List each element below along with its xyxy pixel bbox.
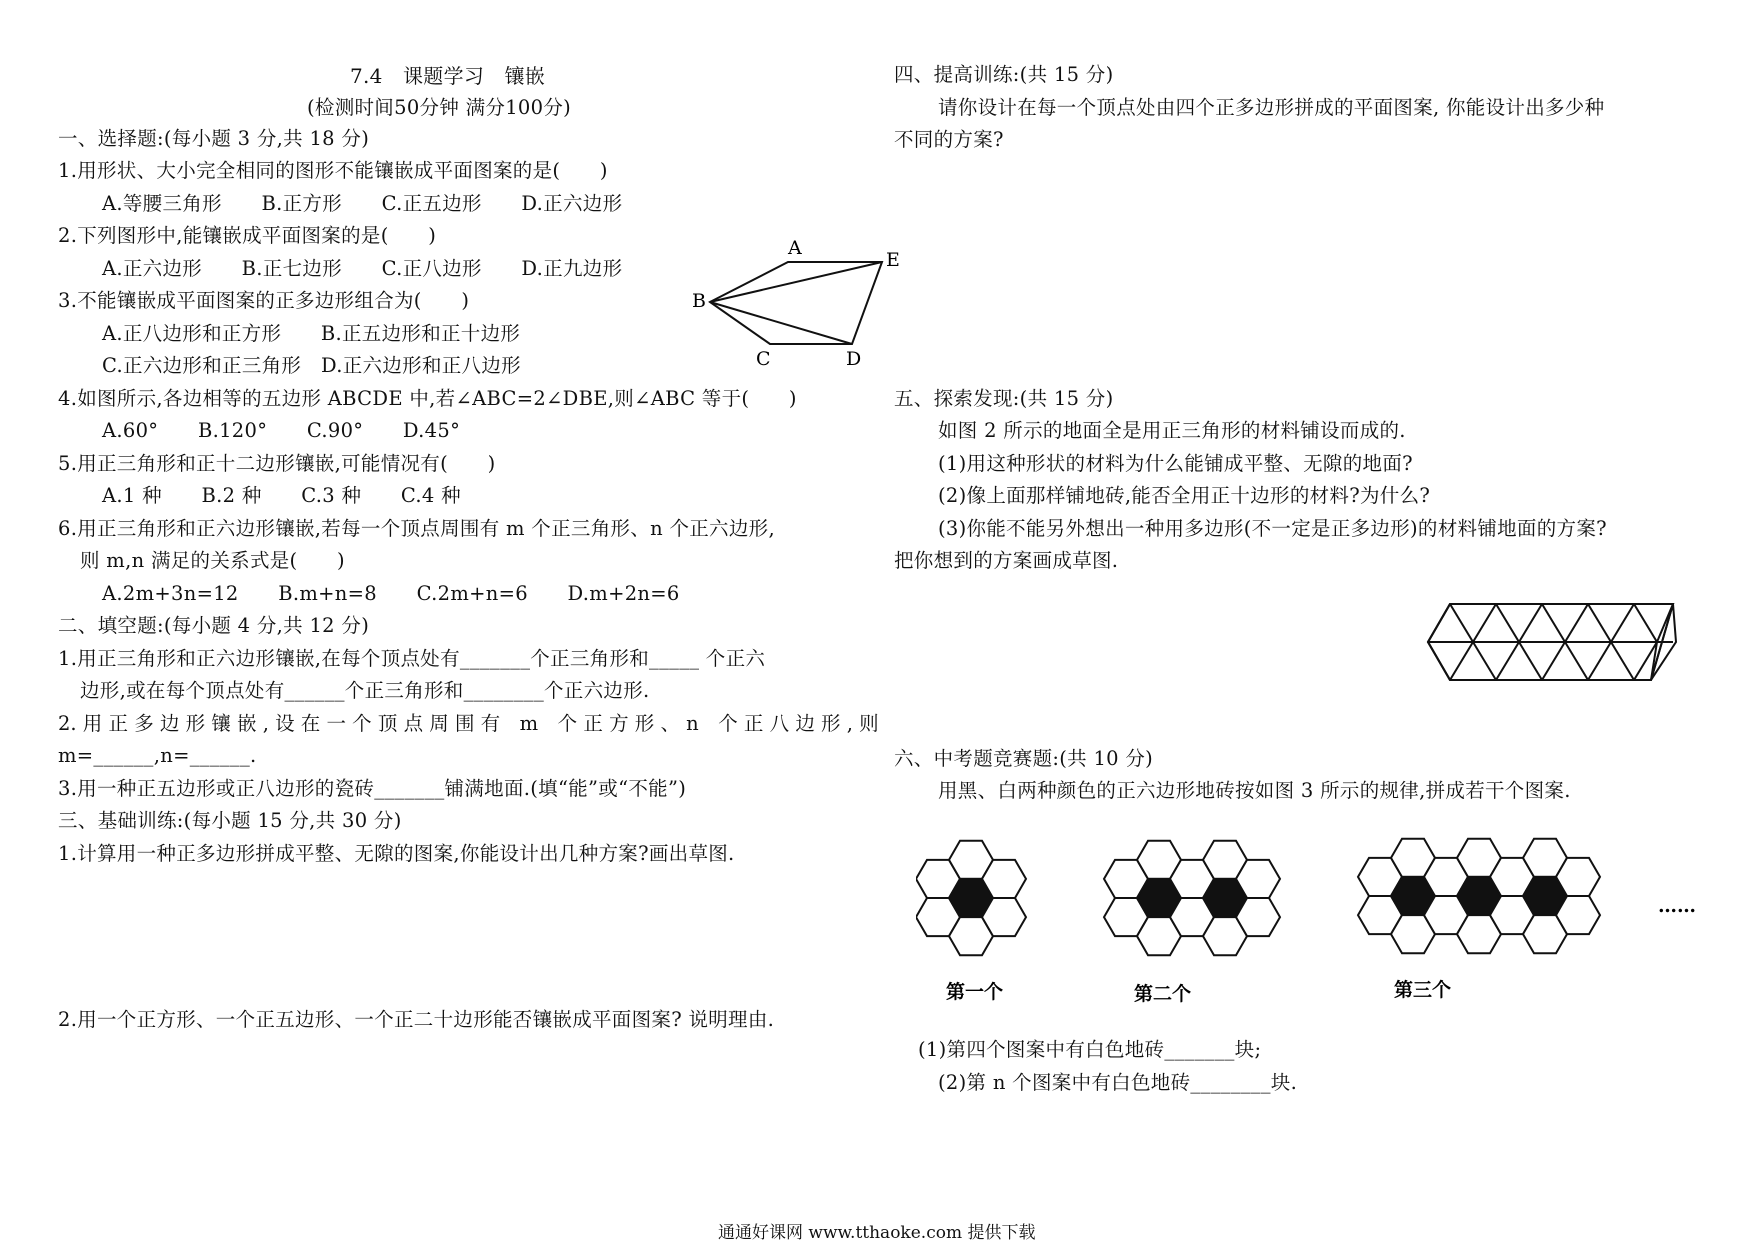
section-heading-3: 三、基础训练:(每小题 15 分,共 30 分) — [58, 809, 402, 832]
question-text: 则 m,n 满足的关系式是( ) — [80, 549, 345, 572]
ellipsis-text: …… — [1658, 895, 1696, 917]
question-text: 3.用一种正五边形或正八边形的瓷砖_______铺满地面.(填“能”或“不能”) — [58, 777, 687, 800]
question-text: 6.用正三角形和正六边形镶嵌,若每一个顶点周围有 m 个正三角形、n 个正六边形, — [58, 517, 775, 540]
question-text: 5.用正三角形和正十二边形镶嵌,可能情况有( ) — [58, 452, 496, 475]
question-text: (3)你能不能另外想出一种用多边形(不一定是正多边形)的材料铺地面的方案? — [938, 517, 1607, 540]
page-subtitle: (检测时间50分钟 满分100分) — [307, 96, 572, 119]
vertex-label-c: C — [756, 348, 771, 370]
question-text: (2)第 n 个图案中有白色地砖________块. — [938, 1071, 1298, 1094]
question-text: 如图 2 所示的地面全是用正三角形的材料铺设而成的. — [938, 419, 1406, 442]
option-text: A.等腰三角形 B.正方形 C.正五边形 D.正六边形 — [102, 192, 623, 215]
question-text: (1)第四个图案中有白色地砖_______块; — [918, 1038, 1262, 1061]
section-heading-1: 一、选择题:(每小题 3 分,共 18 分) — [58, 127, 370, 150]
question-text: m=______,n=______. — [58, 744, 257, 767]
question-text: 2.用一个正方形、一个正五边形、一个正二十边形能否镶嵌成平面图案? 说明理由. — [58, 1008, 775, 1031]
hexagon-patterns-figure — [916, 826, 1716, 1006]
section-heading-2: 二、填空题:(每小题 4 分,共 12 分) — [58, 614, 370, 637]
question-text: 4.如图所示,各边相等的五边形 ABCDE 中,若∠ABC=2∠DBE,则∠ABC 等于( ) — [58, 387, 797, 410]
section-heading-4: 四、提高训练:(共 15 分) — [894, 63, 1114, 86]
white-hexagon-tile — [1556, 858, 1600, 896]
question-text: 请你设计在每一个顶点处由四个正多边形拼成的平面图案, 你能设计出多少种 — [938, 96, 1605, 119]
section-heading-5: 五、探索发现:(共 15 分) — [894, 387, 1114, 410]
question-text: (2)像上面那样铺地砖,能否全用正十边形的材料?为什么? — [938, 484, 1431, 507]
triangle-tiling-figure — [1426, 602, 1682, 684]
page-title: 7.4 课题学习 镶嵌 — [350, 64, 546, 88]
option-text: C.正六边形和正三角形 D.正六边形和正八边形 — [102, 354, 521, 377]
question-text: 1.用正三角形和正六边形镶嵌,在每个顶点处有_______个正三角形和_____ 个正六 — [58, 647, 766, 670]
question-text: (1)用这种形状的材料为什么能铺成平整、无隙的地面? — [938, 452, 1413, 475]
white-hexagon-tile — [1236, 860, 1280, 898]
option-text: A.正六边形 B.正七边形 C.正八边形 D.正九边形 — [102, 257, 623, 280]
pattern-label-3: 第三个 — [1394, 979, 1452, 1001]
question-text: 3.不能镶嵌成平面图案的正多边形组合为( ) — [58, 289, 470, 312]
option-text: A.正八边形和正方形 B.正五边形和正十边形 — [102, 322, 521, 345]
vertex-label-e: E — [886, 249, 900, 271]
question-text: 不同的方案? — [894, 128, 1004, 151]
pattern-label-1: 第一个 — [946, 981, 1004, 1003]
question-text: 用黑、白两种颜色的正六边形地砖按如图 3 所示的规律,拼成若干个图案. — [938, 779, 1571, 802]
footer-source: 通通好课网 www.tthaoke.com 提供下载 — [718, 1223, 1036, 1243]
vertex-label-d: D — [846, 348, 862, 370]
question-text: 2. 用 正 多 边 形 镶 嵌 , 设 在 一 个 顶 点 周 围 有 m 个 正 方 形 、 n 个 正 八 边 形 , 则 — [58, 712, 879, 735]
pentagon-figure — [690, 234, 910, 374]
white-hexagon-tile — [982, 898, 1026, 936]
option-text: A.2m+3n=12 B.m+n=8 C.2m+n=6 D.m+2n=6 — [102, 582, 680, 605]
vertex-label-a: A — [788, 237, 802, 259]
option-text: A.1 种 B.2 种 C.3 种 C.4 种 — [102, 484, 461, 507]
vertex-label-b: B — [692, 290, 706, 312]
pattern-label-2: 第二个 — [1134, 983, 1192, 1005]
white-hexagon-tile — [982, 860, 1026, 898]
white-hexagon-tile — [1556, 896, 1600, 934]
white-hexagon-tile — [1236, 898, 1280, 936]
question-text: 2.下列图形中,能镶嵌成平面图案的是( ) — [58, 224, 437, 247]
question-text: 1.计算用一种正多边形拼成平整、无隙的图案,你能设计出几种方案?画出草图. — [58, 842, 735, 865]
question-text: 1.用形状、大小完全相同的图形不能镶嵌成平面图案的是( ) — [58, 159, 608, 182]
question-text: 边形,或在每个顶点处有______个正三角形和________个正六边形. — [80, 679, 650, 702]
section-heading-6: 六、中考题竞赛题:(共 10 分) — [894, 747, 1154, 770]
option-text: A.60° B.120° C.90° D.45° — [102, 419, 461, 442]
question-text: 把你想到的方案画成草图. — [894, 549, 1119, 572]
